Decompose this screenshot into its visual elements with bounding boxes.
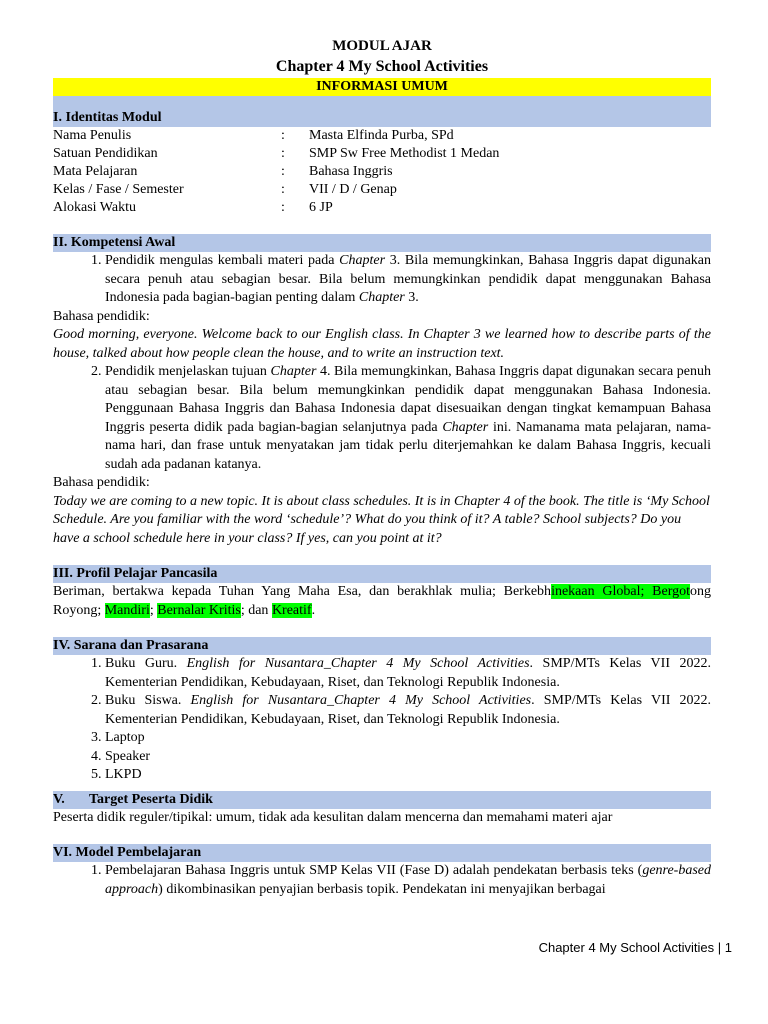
list-item-text: Pembelajaran Bahasa Inggris untuk SMP Kelas VII (Fase D) adalah pendekatan berbasis teks (genre-based approach) dikombinasikan penyajian berbasis topik. Pendekatan ini menyajikan berbagai bbox=[105, 863, 711, 897]
list-number: 1. bbox=[91, 656, 102, 671]
colon: : bbox=[281, 182, 285, 197]
list-item-text: Buku Siswa. English for Nusantara_Chapter 4 My School Activities. SMP/MTs Kelas VII 2022. Kementerian Pendidikan, Kebudayaan, Riset, dan Teknologi Republik Indonesia. bbox=[105, 693, 711, 727]
list-item bbox=[53, 862, 711, 899]
list-item-text: LKPD bbox=[105, 767, 142, 782]
highlight: Bernalar Kritis bbox=[157, 602, 241, 618]
speech-label: Bahasa pendidik: bbox=[53, 475, 150, 490]
list-number: 1. bbox=[91, 253, 102, 268]
list-number: 1. bbox=[91, 863, 102, 878]
profil-text: Beriman, bertakwa kepada Tuhan Yang Maha Esa, dan berakhlak mulia; Berkebhinekaan Global; Bergotong Royong; Mandiri; Bernalar Kritis; dan Kreatif. bbox=[53, 584, 711, 618]
identitas-row bbox=[53, 127, 711, 145]
list-item-text: Pendidik menjelaskan tujuan Chapter 4. Bila memungkinkan, Bahasa Inggris dapat digunakan secara penuh atau sebagian besar. Bila belum memungkinkan pendidik dapat menggunakan Bahasa Indonesia. Penggunaan Bahasa Inggris dan Bahasa Indonesia dapat disesuaikan dengan tingkat kemampuan Bahasa Inggris peserta didik pada bagian-bagian selanjutnya pada Chapter ini. Namanama mata pelajaran, nama-nama hari, dan frase untuk menyatakan jam tidak perlu diterjemahkan ke dalam Bahasa Inggris, kecuali sudah ada padanan katanya. bbox=[105, 364, 711, 472]
list-number: 3. bbox=[91, 730, 102, 745]
section-heading-target: V. Target Peserta Didik bbox=[53, 791, 711, 809]
list-item bbox=[53, 729, 711, 748]
identitas-table bbox=[53, 127, 711, 217]
page-footer: Chapter 4 My School Activities | 1 bbox=[538, 940, 732, 955]
identitas-row bbox=[53, 199, 711, 217]
highlight: Mandiri bbox=[104, 602, 150, 618]
list-item-text: Pendidik mengulas kembali materi pada Chapter 3. Bila memungkinkan, Bahasa Inggris dapat digunakan secara penuh atau sebagian besar. Bila belum memungkinkan pendidik dapat menggunakan Bahasa Indonesia pada bagian-bagian penting dalam Chapter 3. bbox=[105, 253, 712, 305]
highlight: Kreatif bbox=[271, 602, 312, 618]
list-item bbox=[53, 692, 711, 729]
list-number: 4. bbox=[91, 748, 102, 764]
colon: : bbox=[281, 164, 285, 179]
highlight: inekaan Global; Bergot bbox=[551, 584, 690, 599]
list-number: 2. bbox=[91, 693, 102, 708]
list-item bbox=[53, 252, 711, 308]
target-text: Peserta didik reguler/tipikal: umum, tidak ada kesulitan dalam mencerna dan memahami materi ajar bbox=[53, 809, 613, 825]
sarana-list bbox=[53, 655, 711, 785]
section-heading-kompetensi: II. Kompetensi Awal bbox=[53, 234, 711, 252]
doc-subtitle: Chapter 4 My School Activities bbox=[275, 58, 489, 75]
identitas-value: Bahasa Inggris bbox=[309, 164, 393, 179]
identitas-value: SMP Sw Free Methodist 1 Medan bbox=[309, 146, 500, 161]
identitas-key: Mata Pelajaran bbox=[53, 164, 138, 179]
teacher-speech: Good morning, everyone. Welcome back to our English class. In Chapter 3 we learned how to describe parts of the house, talked about how people clean the house, and to write an instruction text. bbox=[53, 327, 711, 361]
list-number: 5. bbox=[91, 767, 102, 782]
section-heading-profil: III. Profil Pelajar Pancasila bbox=[53, 565, 711, 583]
list-item bbox=[53, 363, 711, 474]
model-list bbox=[53, 862, 711, 899]
list-item bbox=[53, 748, 711, 767]
list-item bbox=[53, 655, 711, 692]
list-number: 2. bbox=[91, 364, 102, 379]
identitas-row bbox=[53, 163, 711, 181]
identitas-value: VII / D / Genap bbox=[309, 182, 397, 197]
section-heading-model: VI. Model Pembelajaran bbox=[53, 844, 711, 862]
colon: : bbox=[281, 128, 285, 143]
identitas-value: 6 JP bbox=[309, 200, 333, 215]
identitas-key: Kelas / Fase / Semester bbox=[53, 182, 184, 197]
identitas-key: Satuan Pendidikan bbox=[53, 146, 158, 161]
list-item-text: Laptop bbox=[105, 730, 145, 745]
kompetensi-list-1 bbox=[53, 252, 711, 308]
kompetensi-list-2 bbox=[53, 363, 711, 474]
identitas-row bbox=[53, 145, 711, 163]
section-heading-sarana: IV. Sarana dan Prasarana bbox=[53, 637, 711, 655]
colon: : bbox=[281, 146, 285, 161]
list-item bbox=[53, 766, 711, 785]
section-heading-identitas: I. Identitas Modul bbox=[53, 96, 711, 127]
colon: : bbox=[281, 200, 285, 215]
list-item-text: Buku Guru. English for Nusantara_Chapter 4 My School Activities. SMP/MTs Kelas VII 2022. Kementerian Pendidikan, Kebudayaan, Riset, dan Teknologi Republik Indonesia. bbox=[105, 656, 711, 690]
teacher-speech: Today we are coming to a new topic. It is about class schedules. It is in Chapter 4 of the book. The title is ‘My School Schedule. Are you familiar with the word ‘schedule’? What do you think of it? A table? School subjects? Do you have a school schedule here in your class? If yes, can you point at it? bbox=[53, 493, 710, 546]
identitas-key: Alokasi Waktu bbox=[53, 200, 136, 215]
identitas-key: Nama Penulis bbox=[53, 128, 132, 143]
doc-title: MODUL AJAR bbox=[332, 38, 432, 54]
document-page bbox=[53, 36, 711, 899]
speech-label: Bahasa pendidik: bbox=[53, 308, 150, 324]
identitas-row bbox=[53, 181, 711, 199]
info-banner: INFORMASI UMUM bbox=[53, 78, 711, 96]
list-item-text: Speaker bbox=[105, 748, 151, 764]
identitas-value: Masta Elfinda Purba, SPd bbox=[309, 128, 454, 143]
